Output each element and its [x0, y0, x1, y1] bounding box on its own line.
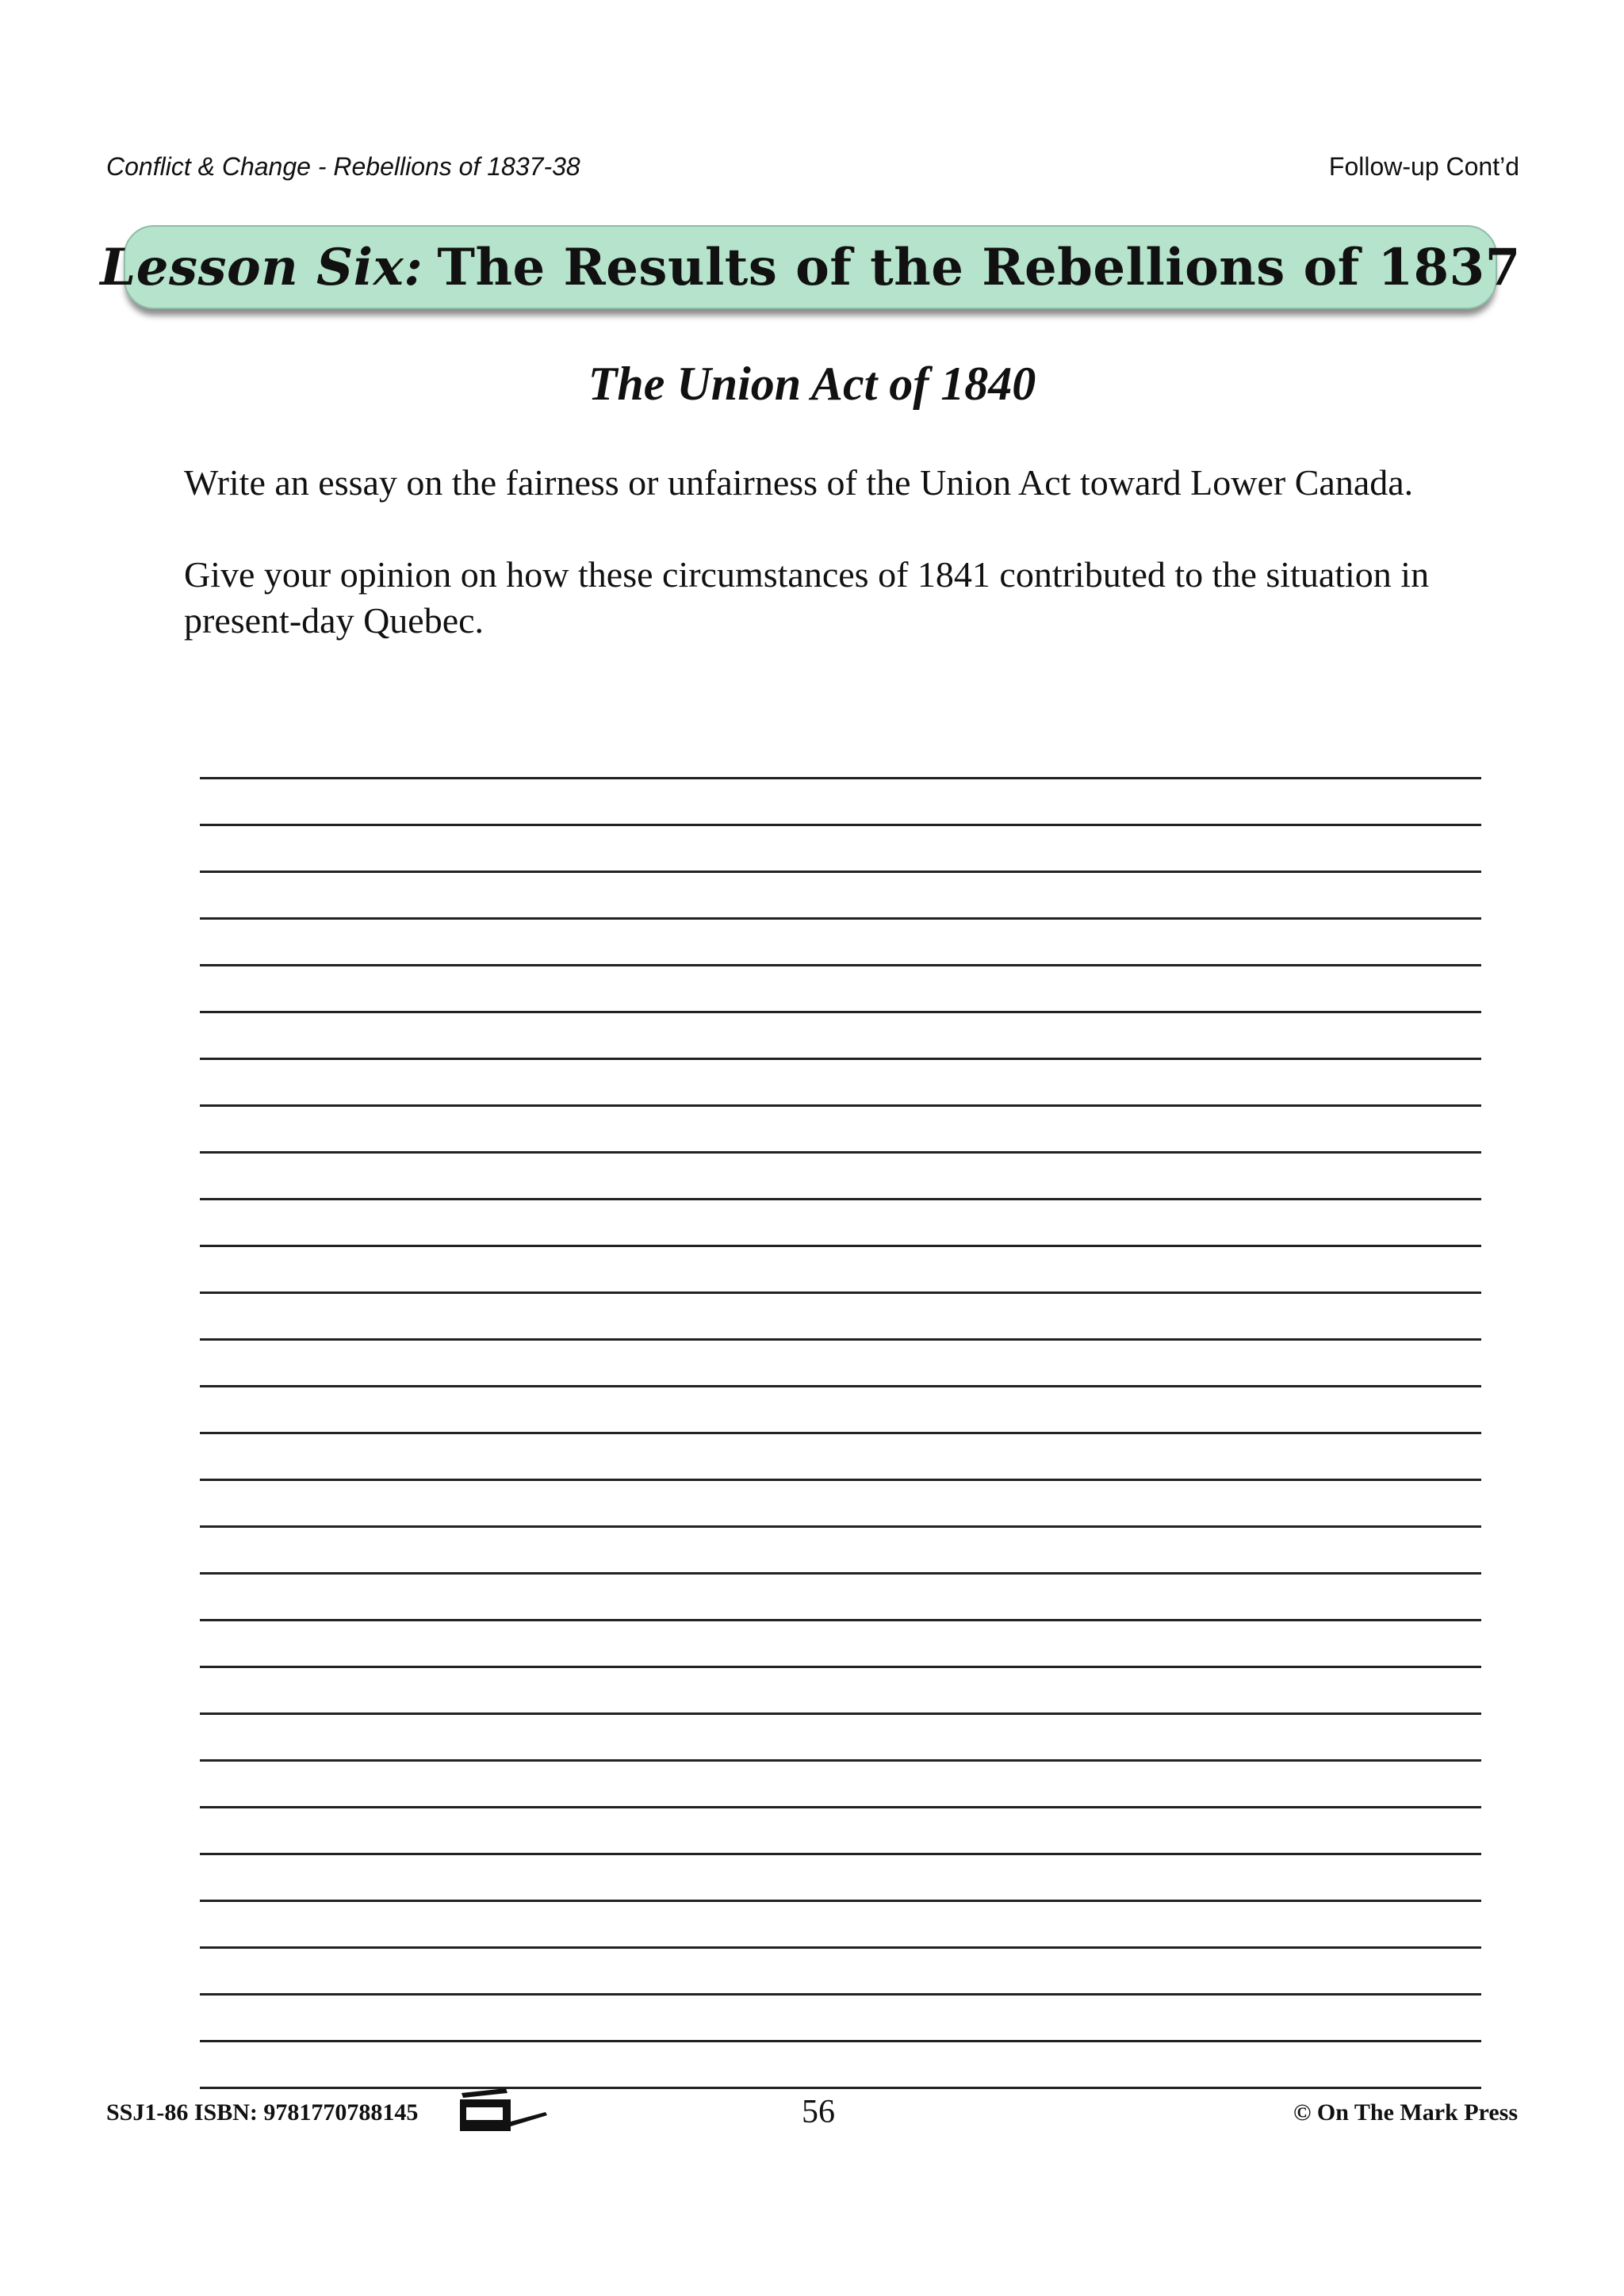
page-number: 56 [802, 2094, 835, 2130]
writing-line[interactable] [200, 1855, 1481, 1902]
writing-line[interactable] [200, 1481, 1481, 1528]
writing-line[interactable] [200, 1528, 1481, 1575]
writing-line[interactable] [200, 1434, 1481, 1481]
writing-lines[interactable] [200, 733, 1481, 2089]
writing-line[interactable] [200, 1107, 1481, 1154]
writing-line[interactable] [200, 826, 1481, 873]
page-subtitle: The Union Act of 1840 [588, 358, 1036, 410]
writing-line[interactable] [200, 1715, 1481, 1762]
writing-line[interactable] [200, 1341, 1481, 1387]
writing-line[interactable] [200, 1949, 1481, 1996]
header-series-title: Conflict & Change - Rebellions of 1837-38 [106, 152, 580, 181]
writing-line[interactable] [200, 1762, 1481, 1808]
writing-line[interactable] [200, 1668, 1481, 1715]
writing-line[interactable] [200, 1154, 1481, 1200]
writing-line[interactable] [200, 1575, 1481, 1621]
writing-line[interactable] [200, 1013, 1481, 1060]
writing-line[interactable] [200, 1996, 1481, 2042]
writing-line[interactable] [200, 779, 1481, 826]
writing-line[interactable] [200, 873, 1481, 920]
lesson-title-text: The Results of the Rebellions of 1837 [437, 237, 1521, 297]
writing-line[interactable] [200, 1621, 1481, 1668]
lesson-title-banner [100, 225, 1521, 309]
instruction-paragraph: Write an essay on the fairness or unfairness of the Union Act toward Lower Canada. [184, 462, 1414, 503]
instructions [184, 460, 1484, 690]
instruction-paragraph: Give your opinion on how these circumstances of 1841 contributed to the situation in present-day Quebec. [184, 554, 1430, 641]
writing-line[interactable] [200, 966, 1481, 1013]
footer-isbn: SSJ1-86 ISBN: 9781770788145 [106, 2099, 419, 2126]
writing-line[interactable] [200, 920, 1481, 966]
writing-line[interactable] [200, 1200, 1481, 1247]
writing-line[interactable] [200, 1060, 1481, 1107]
lesson-number-label: Lesson Six: [100, 237, 423, 297]
footer-copyright: © On The Mark Press [1293, 2099, 1518, 2126]
header-section-label: Follow-up Cont’d [1328, 152, 1519, 181]
writing-line[interactable] [200, 1808, 1481, 1855]
writing-line[interactable] [200, 733, 1481, 779]
writing-line[interactable] [200, 1294, 1481, 1341]
writing-line[interactable] [200, 2042, 1481, 2089]
writing-line[interactable] [200, 1902, 1481, 1949]
writing-line[interactable] [200, 1247, 1481, 1294]
writing-line[interactable] [200, 1387, 1481, 1434]
